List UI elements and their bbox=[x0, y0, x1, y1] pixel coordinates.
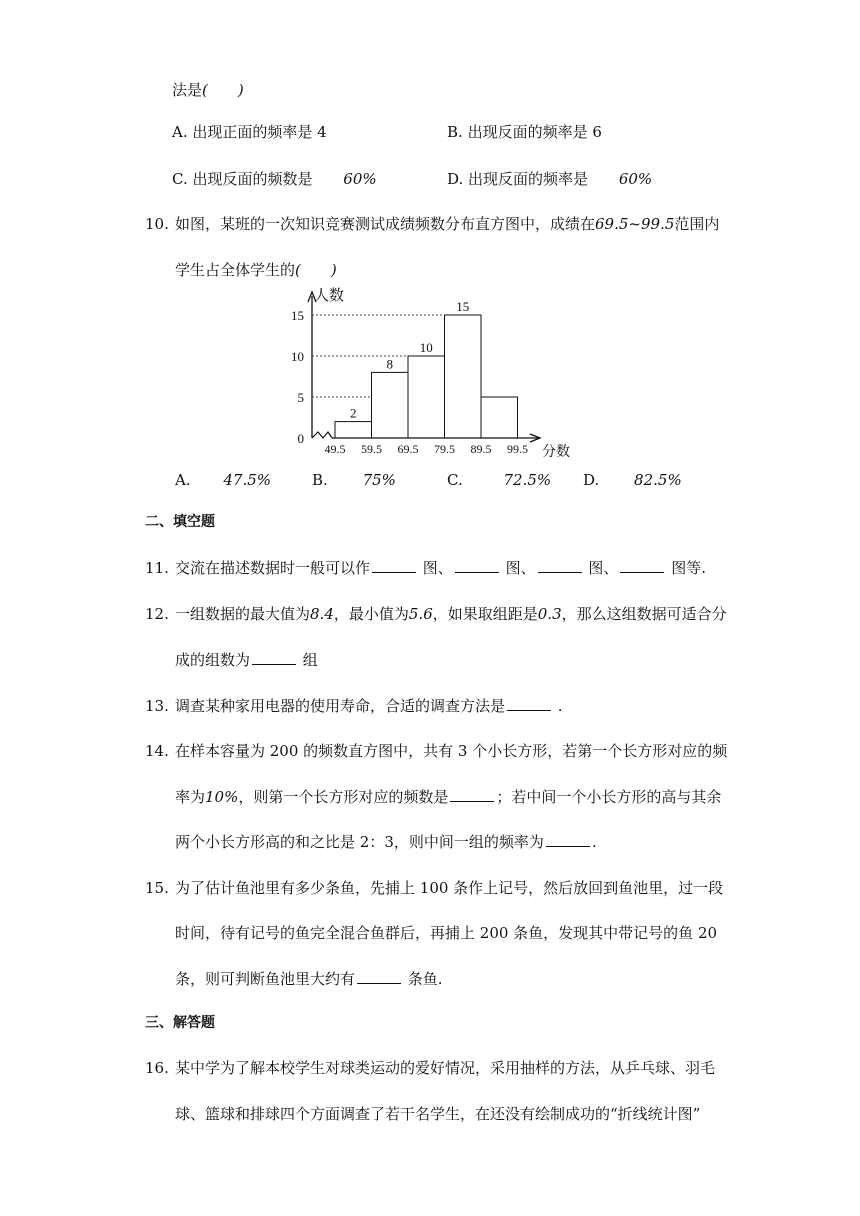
q10-text: 学生占全体学生的 bbox=[175, 261, 296, 279]
q10-option-a bbox=[175, 470, 271, 490]
y-tick-label: 10 bbox=[291, 349, 304, 364]
question-number: 15. bbox=[145, 879, 169, 897]
bar-data-label: 15 bbox=[456, 299, 470, 314]
option-letter: C. bbox=[447, 471, 463, 489]
q16-text: 某中学为了解本校学生对球类运动的爱好情况，采用抽样的方法，从乒乓球、羽毛 bbox=[175, 1059, 716, 1077]
q14-line1 bbox=[145, 741, 727, 761]
question-number: 13. bbox=[145, 697, 169, 715]
y-axis-label: 人数 bbox=[314, 288, 345, 304]
option-value: 82.5% bbox=[634, 471, 682, 489]
q14-text: ，则第一个长方形对应的频数是 bbox=[238, 788, 449, 806]
q11-text: 图、 bbox=[422, 559, 453, 577]
bar-data-label: 10 bbox=[419, 340, 433, 355]
q10-stem-line2 bbox=[175, 260, 337, 280]
option-letter: B. bbox=[312, 471, 328, 489]
q10-paren: ( ) bbox=[295, 261, 337, 279]
q9-option-c bbox=[172, 169, 377, 189]
q15-line3 bbox=[175, 969, 443, 989]
q9-option-b bbox=[447, 122, 602, 142]
answer-blank[interactable] bbox=[252, 650, 296, 665]
q13-text: 调查某种家用电器的使用寿命，合适的调查方法是 bbox=[175, 697, 506, 715]
y-tick-label: 5 bbox=[297, 390, 304, 405]
q14-line3 bbox=[175, 832, 597, 852]
q15-text: 条鱼. bbox=[407, 970, 443, 988]
question-number: 12. bbox=[145, 605, 169, 623]
answer-blank[interactable] bbox=[372, 558, 416, 573]
q12-line2 bbox=[175, 650, 318, 670]
option-text: 出现正面的频率是 4 bbox=[192, 123, 327, 141]
answer-blank[interactable] bbox=[507, 696, 551, 711]
q12-text: 组 bbox=[302, 651, 318, 669]
q15-line2 bbox=[175, 923, 717, 943]
q14-text: 率为 bbox=[175, 788, 206, 806]
x-tick-label: 59.5 bbox=[361, 442, 382, 456]
option-letter: D. bbox=[583, 471, 600, 489]
answer-blank[interactable] bbox=[620, 558, 664, 573]
y-tick-label: 15 bbox=[291, 308, 304, 323]
q9-option-a bbox=[172, 122, 327, 142]
section-title-solve: 三、解答题 bbox=[145, 1015, 215, 1031]
q10-stem-line1 bbox=[145, 214, 719, 234]
option-letter: A. bbox=[172, 123, 188, 141]
q15-text: 为了估计鱼池里有多少条鱼，先捕上 100 条作上记号，然后放回到鱼池里，过一段 bbox=[175, 879, 724, 897]
option-letter: C. bbox=[172, 170, 188, 188]
q10-text: 范围内 bbox=[674, 215, 720, 233]
q12-text: ，最小值为 bbox=[333, 605, 409, 623]
q14-line2 bbox=[175, 787, 721, 807]
x-tick-label: 49.5 bbox=[324, 442, 346, 456]
option-value: 72.5% bbox=[503, 471, 552, 489]
option-text: 出现反面的频率是 bbox=[468, 170, 589, 188]
answer-blank[interactable] bbox=[538, 558, 582, 573]
option-text: 出现反面的频率是 6 bbox=[467, 123, 602, 141]
option-letter: B. bbox=[447, 123, 463, 141]
x-tick-label: 79.5 bbox=[434, 442, 455, 456]
q11-text: 图等. bbox=[671, 559, 706, 577]
section-title-fill-blank: 二、填空题 bbox=[145, 514, 215, 530]
q14-value: 10% bbox=[205, 788, 239, 806]
question-number: 11. bbox=[145, 559, 169, 577]
q12-value: 8.4 bbox=[310, 605, 334, 623]
option-value: 75% bbox=[362, 471, 396, 489]
q12-text: 一组数据的最大值为 bbox=[175, 605, 311, 623]
y-tick-label: 0 bbox=[297, 431, 304, 446]
answer-blank[interactable] bbox=[450, 787, 494, 802]
frequency-histogram bbox=[280, 282, 580, 462]
q12-text: ，如果取组距是 bbox=[432, 605, 538, 623]
q12-text: ，那么这组数据可适合分 bbox=[561, 605, 727, 623]
q9-paren: ( ) bbox=[202, 81, 244, 99]
option-letter: A. bbox=[175, 471, 191, 489]
x-tick-label: 89.5 bbox=[470, 442, 492, 456]
q12-value: 5.6 bbox=[408, 605, 433, 623]
question-number: 10. bbox=[145, 215, 169, 233]
q11-text: 图、 bbox=[505, 559, 536, 577]
histogram-bar bbox=[481, 397, 518, 438]
q10-text: 如图，某班的一次知识竞赛测试成绩频数分布直方图中，成绩在 bbox=[175, 215, 596, 233]
q14-text: 两个小长方形高的和之比是 2：3，则中间一组的频率为 bbox=[175, 833, 544, 851]
q12-text: 成的组数为 bbox=[175, 651, 251, 669]
q10-option-c bbox=[447, 470, 551, 490]
q10-option-b bbox=[312, 470, 396, 490]
q10-range: 69.5~99.5 bbox=[595, 215, 675, 233]
q10-option-d bbox=[583, 470, 682, 490]
q16-line1 bbox=[145, 1058, 715, 1078]
q11 bbox=[145, 558, 706, 578]
option-text: 出现反面的频数是 bbox=[192, 170, 313, 188]
x-tick-label: 69.5 bbox=[397, 442, 419, 456]
q9-tail-text: 法是 bbox=[172, 81, 203, 99]
question-number: 16. bbox=[145, 1059, 169, 1077]
option-value: 47.5% bbox=[223, 471, 272, 489]
x-axis-label: 分数 bbox=[542, 445, 570, 460]
q13-text: . bbox=[557, 697, 563, 715]
answer-blank[interactable] bbox=[455, 558, 499, 573]
q14-text: 在样本容量为 200 的频数直方图中，共有 3 个小长方形，若第一个长方形对应的频 bbox=[175, 742, 728, 760]
q16-line2 bbox=[175, 1104, 700, 1124]
histogram-bar bbox=[335, 422, 372, 438]
bar-data-label: 2 bbox=[350, 405, 357, 421]
option-value: 60% bbox=[618, 170, 653, 188]
q13 bbox=[145, 696, 563, 716]
q11-text: 交流在描述数据时一般可以作 bbox=[175, 559, 371, 577]
x-axis-break bbox=[312, 432, 332, 438]
q15-text: 条，则可判断鱼池里大约有 bbox=[175, 970, 356, 988]
q12-value: 0.3 bbox=[537, 605, 562, 623]
option-letter: D. bbox=[447, 170, 464, 188]
histogram-bar bbox=[408, 356, 445, 438]
q16-text: 球、篮球和排球四个方面调查了若干名学生，在还没有绘制成功的“折线统计图” bbox=[175, 1105, 701, 1123]
q9-option-d bbox=[447, 169, 652, 189]
question-number: 14. bbox=[145, 742, 169, 760]
q14-text: . bbox=[591, 833, 597, 851]
q11-text: 图、 bbox=[588, 559, 619, 577]
histogram-bar bbox=[445, 315, 482, 438]
histogram-bar bbox=[372, 372, 409, 438]
q14-text: ；若中间一个小长方形的高与其余 bbox=[496, 788, 722, 806]
q9-stem-tail bbox=[172, 80, 244, 100]
answer-blank[interactable] bbox=[546, 832, 590, 847]
bar-data-label: 8 bbox=[386, 356, 393, 372]
x-tick-label: 99.5 bbox=[507, 442, 528, 456]
q15-line1 bbox=[145, 878, 723, 898]
q15-text: 时间，待有记号的鱼完全混合鱼群后，再捕上 200 条鱼，发现其中带记号的鱼 20 bbox=[175, 924, 718, 942]
q12-line1 bbox=[145, 604, 727, 624]
option-value: 60% bbox=[343, 170, 377, 188]
answer-blank[interactable] bbox=[357, 969, 401, 984]
